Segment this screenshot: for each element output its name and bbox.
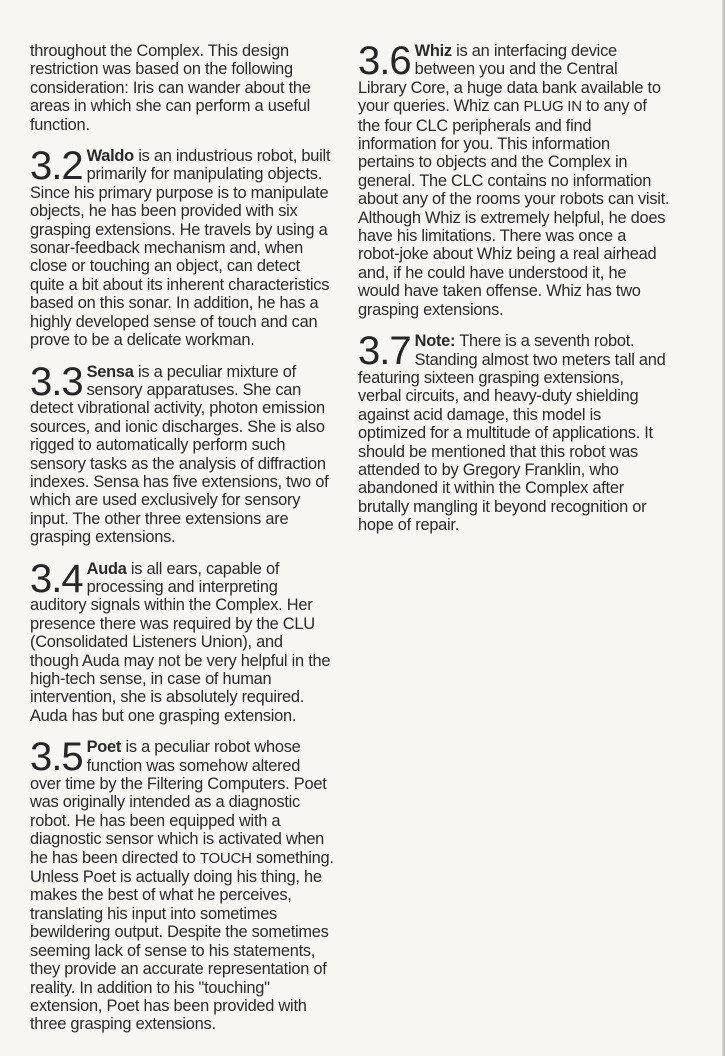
command-keyword: PLUG IN xyxy=(523,98,582,116)
section-number: 3.2 xyxy=(30,144,83,189)
section-3-7 xyxy=(358,329,670,535)
section-text: is all ears, capable of processing and interpreting auditory signals within the Complex. Her presence there was required by the CLU (Consolidated Listeners Union), and though Auda may not be very helpful in the high-tech sense, in case of human intervention, she is absolutely required. Auda has but one grasping extension. xyxy=(30,559,331,725)
section-3-2 xyxy=(30,144,335,350)
section-text: There is a seventh robot. Standing almost two meters tall and featuring sixteen grasping extensions, verbal circuits, and heavy-duty shielding against acid damage, this model is optimized for a multitude of applications. It should be mentioned that this robot was attended to by Gregory Franklin, who abandoned it within the Complex after brutally mangling it beyond recognition or hope of repair. xyxy=(358,332,666,535)
section-text: to any of the four CLC peripherals and find information for you. This information pertains to objects and the Complex in general. The CLC contains no information about any of the rooms your robots can visit. Although Whiz is extremely helpful, he does have his limitations. There was once a robot-joke about Whiz being a real airhead and, if he could have understood it, he would have taken offense. Whiz has two grasping extensions. xyxy=(358,97,670,319)
section-number: 3.3 xyxy=(30,359,83,404)
section-number: 3.6 xyxy=(358,39,411,83)
section-3-6 xyxy=(358,39,670,319)
robot-name: Sensa xyxy=(86,362,134,381)
left-column xyxy=(30,42,335,1034)
section-text: is an industrious robot, built primarily for manipulating objects. Since his primary purpose is to manipulate objects, he has been provided with six grasping extensions. He travels by using a sonar-feedback mechanism and, when close or touching an object, can detect quite a bit about its inherent characteristics based on this sonar. In addition, he has a highly developed sense of touch and can prove to be a delicate workman. xyxy=(30,147,331,350)
intro-paragraph: throughout the Complex. This design restriction was based on the following consideration: Iris can wander about the areas in which she can perform a useful function. xyxy=(30,42,311,134)
section-text: is a peculiar mixture of sensory apparatuses. She can detect vibrational activity, photon emission sources, and ionic discharges. She is also rigged to automatically perform such sensory tasks as the analysis of diffraction indexes. Sensa has five extensions, two of which are used exclusively for sensory input. The other three extensions are grasping extensions. xyxy=(30,362,329,547)
robot-name: Whiz xyxy=(414,42,452,60)
section-number: 3.5 xyxy=(30,735,83,780)
section-text: is an interfacing device between you and the Central Library Core, a huge data bank available to your queries. Whiz can xyxy=(358,42,661,116)
section-3-5 xyxy=(30,735,335,1034)
section-3-4 xyxy=(30,556,335,726)
right-column xyxy=(358,39,670,535)
section-text: something. Unless Poet is actually doing his thing, he makes the best of what he perceives, translating his input into sometimes bewildering output. Despite the sometimes seeming lack of sense to his statements, they provide an accurate representation of reality. In addition to his "touching" extension, Poet has been provided with three grasping extensions. xyxy=(30,848,334,1034)
section-number: 3.4 xyxy=(30,556,83,601)
robot-name: Waldo xyxy=(86,147,134,166)
section-text: is a peculiar robot whose function was somehow altered over time by the Filtering Computers. Poet was originally intended as a diagnostic robot. He has been equipped with a diagnostic sensor which is activated when he has been directed to xyxy=(30,738,327,867)
section-3-3 xyxy=(30,359,335,547)
section-number: 3.7 xyxy=(358,329,411,374)
robot-name: Auda xyxy=(86,559,127,578)
note-label: Note: xyxy=(414,332,456,351)
command-keyword: TOUCH xyxy=(199,849,252,867)
robot-name: Poet xyxy=(86,738,122,757)
